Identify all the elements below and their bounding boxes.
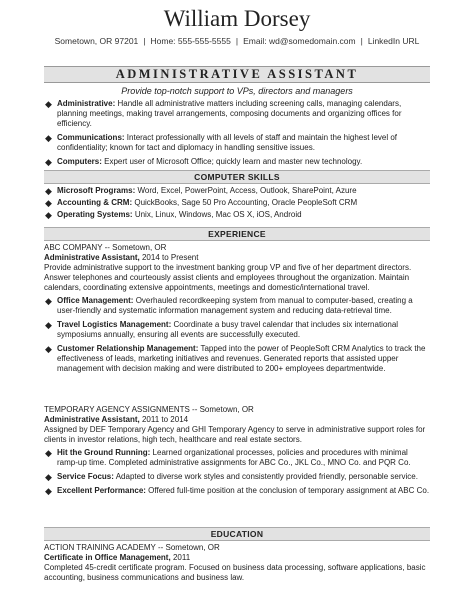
list-item xyxy=(44,448,430,468)
job-entry xyxy=(44,405,430,500)
job-description: Assigned by DEF Temporary Agency and GHI Temporary Agency to serve in administrative support roles for clients in investor relations, high tech, healthcare and real estate sectors. xyxy=(44,425,426,444)
bullet-icon: ◆ xyxy=(45,344,52,354)
list-item xyxy=(44,344,430,374)
contact-separator: | xyxy=(360,36,363,46)
role-dates: 2011 to 2014 xyxy=(141,415,189,424)
item-label: Travel Logistics Management: xyxy=(57,320,172,329)
summary-section xyxy=(44,99,430,171)
bullet-icon: ◆ xyxy=(45,186,52,196)
item-label: Computers: xyxy=(57,157,102,166)
role-title: Administrative Assistant, xyxy=(44,415,140,424)
item-text: Adapted to diverse work styles and consistently provided friendly, personable service. xyxy=(115,472,418,481)
item-label: Excellent Performance: xyxy=(57,486,146,495)
credential-title: Certificate in Office Management, xyxy=(44,553,171,562)
bullet-icon: ◆ xyxy=(45,99,52,109)
education-description: Completed 45-credit certificate program. Focused on business data processing, software applications, basic accounting, business communications and business law. xyxy=(44,563,426,582)
item-label: Hit the Ground Running: xyxy=(57,448,151,457)
list-item xyxy=(44,486,430,496)
item-label: Office Management: xyxy=(57,296,134,305)
bullet-icon: ◆ xyxy=(45,210,52,220)
bullet-icon: ◆ xyxy=(45,198,52,208)
bullet-icon: ◆ xyxy=(45,448,52,458)
item-text: Tapped into the power of PeopleSoft CRM Analytics to track the effectiveness of leads, marketing initiatives and revenues. Generated reports that assisted upper management with decision making and were distributed to 200+ employees departmentwide. xyxy=(57,344,426,373)
bullet-icon: ◆ xyxy=(45,157,52,167)
item-text: Coordinate a busy travel calendar that includes six international symposiums annually, ensuring all events are successfully executed. xyxy=(57,320,399,339)
job-title-banner: ADMINISTRATIVE ASSISTANT xyxy=(44,66,430,83)
bullet-icon: ◆ xyxy=(45,320,52,330)
item-text: Offered full-time position at the conclusion of temporary assignment at ABC Co. xyxy=(148,486,430,495)
role-title: Administrative Assistant, xyxy=(44,253,140,262)
item-text: Learned organizational processes, policies and procedures with minimal ramp-up time. Completed administrative assignments for ABC Co., JKL Co., MNO Co. and PQR Co. xyxy=(57,448,411,467)
section-heading-education: EDUCATION xyxy=(44,527,430,541)
list-item xyxy=(44,198,430,208)
list-item xyxy=(44,296,430,316)
item-text: Interact professionally with all levels of staff and maintain the highest level of confidentiality; known for tact and diplomacy in handling sensitive issues. xyxy=(57,133,398,152)
company-line: TEMPORARY AGENCY ASSIGNMENTS -- Sometown, OR xyxy=(44,405,254,414)
item-label: Customer Relationship Management: xyxy=(57,344,199,353)
item-label: Service Focus: xyxy=(57,472,114,481)
item-text: Unix, Linux, Windows, Mac OS X, iOS, Android xyxy=(134,210,302,219)
job-description: Provide administrative support to the investment banking group VP and five of her department directors. Answer telephones and courteously assist clients and employees throughout the organization. Maintain calendars, coordinating extensive appointments, meetings and domestic/international travel. xyxy=(44,263,412,292)
item-label: Administrative: xyxy=(57,99,116,108)
item-label: Accounting & CRM: xyxy=(57,198,133,207)
education-entry xyxy=(44,543,430,583)
item-text: Word, Excel, PowerPoint, Access, Outlook, SharePoint, Azure xyxy=(137,186,357,195)
bullet-icon: ◆ xyxy=(45,296,52,306)
item-label: Microsoft Programs: xyxy=(57,186,136,195)
item-text: Overhauled recordkeeping system from manual to computer-based, creating a user-friendly and systematic information management system and reducing data-retrieval time. xyxy=(57,296,413,315)
item-text: Handle all administrative matters including screening calls, managing calendars, planning meetings, making travel arrangements, composing documents and organizing offices for efficiency. xyxy=(57,99,402,128)
list-item xyxy=(44,320,430,340)
item-label: Communications: xyxy=(57,133,125,142)
list-item xyxy=(44,99,430,129)
job-entry xyxy=(44,243,430,378)
contact-separator: | xyxy=(235,36,239,46)
role-line xyxy=(44,415,430,425)
credential-line xyxy=(44,553,430,563)
bullet-icon: ◆ xyxy=(45,486,52,496)
list-item xyxy=(44,157,430,167)
list-item xyxy=(44,133,430,153)
contact-phone: Home: 555-555-5555 xyxy=(150,36,231,46)
bullet-icon: ◆ xyxy=(45,133,52,143)
bullet-icon: ◆ xyxy=(45,472,52,482)
contact-separator: | xyxy=(143,36,146,46)
contact-email: Email: wd@somedomain.com xyxy=(243,36,356,46)
contact-address: Sometown, OR 97201 xyxy=(54,36,139,46)
item-label: Operating Systems: xyxy=(57,210,133,219)
item-text: Expert user of Microsoft Office; quickly learn and master new technology. xyxy=(104,157,363,166)
candidate-name: William Dorsey xyxy=(163,6,311,31)
section-heading-skills: COMPUTER SKILLS xyxy=(44,170,430,184)
role-dates: 2014 to Present xyxy=(141,253,199,262)
school-line: ACTION TRAINING ACADEMY -- Sometown, OR xyxy=(44,543,220,552)
contact-linkedin: LinkedIn URL xyxy=(367,36,420,46)
list-item xyxy=(44,186,430,196)
contact-line xyxy=(0,36,474,46)
tagline: Provide top-notch support to VPs, directors and managers xyxy=(121,86,353,96)
company-line: ABC COMPANY -- Sometown, OR xyxy=(44,243,167,252)
item-text: QuickBooks, Sage 50 Pro Accounting, Oracle PeopleSoft CRM xyxy=(134,198,358,207)
list-item xyxy=(44,472,430,482)
section-heading-experience: EXPERIENCE xyxy=(44,227,430,241)
skills-section xyxy=(44,186,430,222)
role-line xyxy=(44,253,430,263)
credential-year: 2011 xyxy=(172,553,191,562)
list-item xyxy=(44,210,430,220)
